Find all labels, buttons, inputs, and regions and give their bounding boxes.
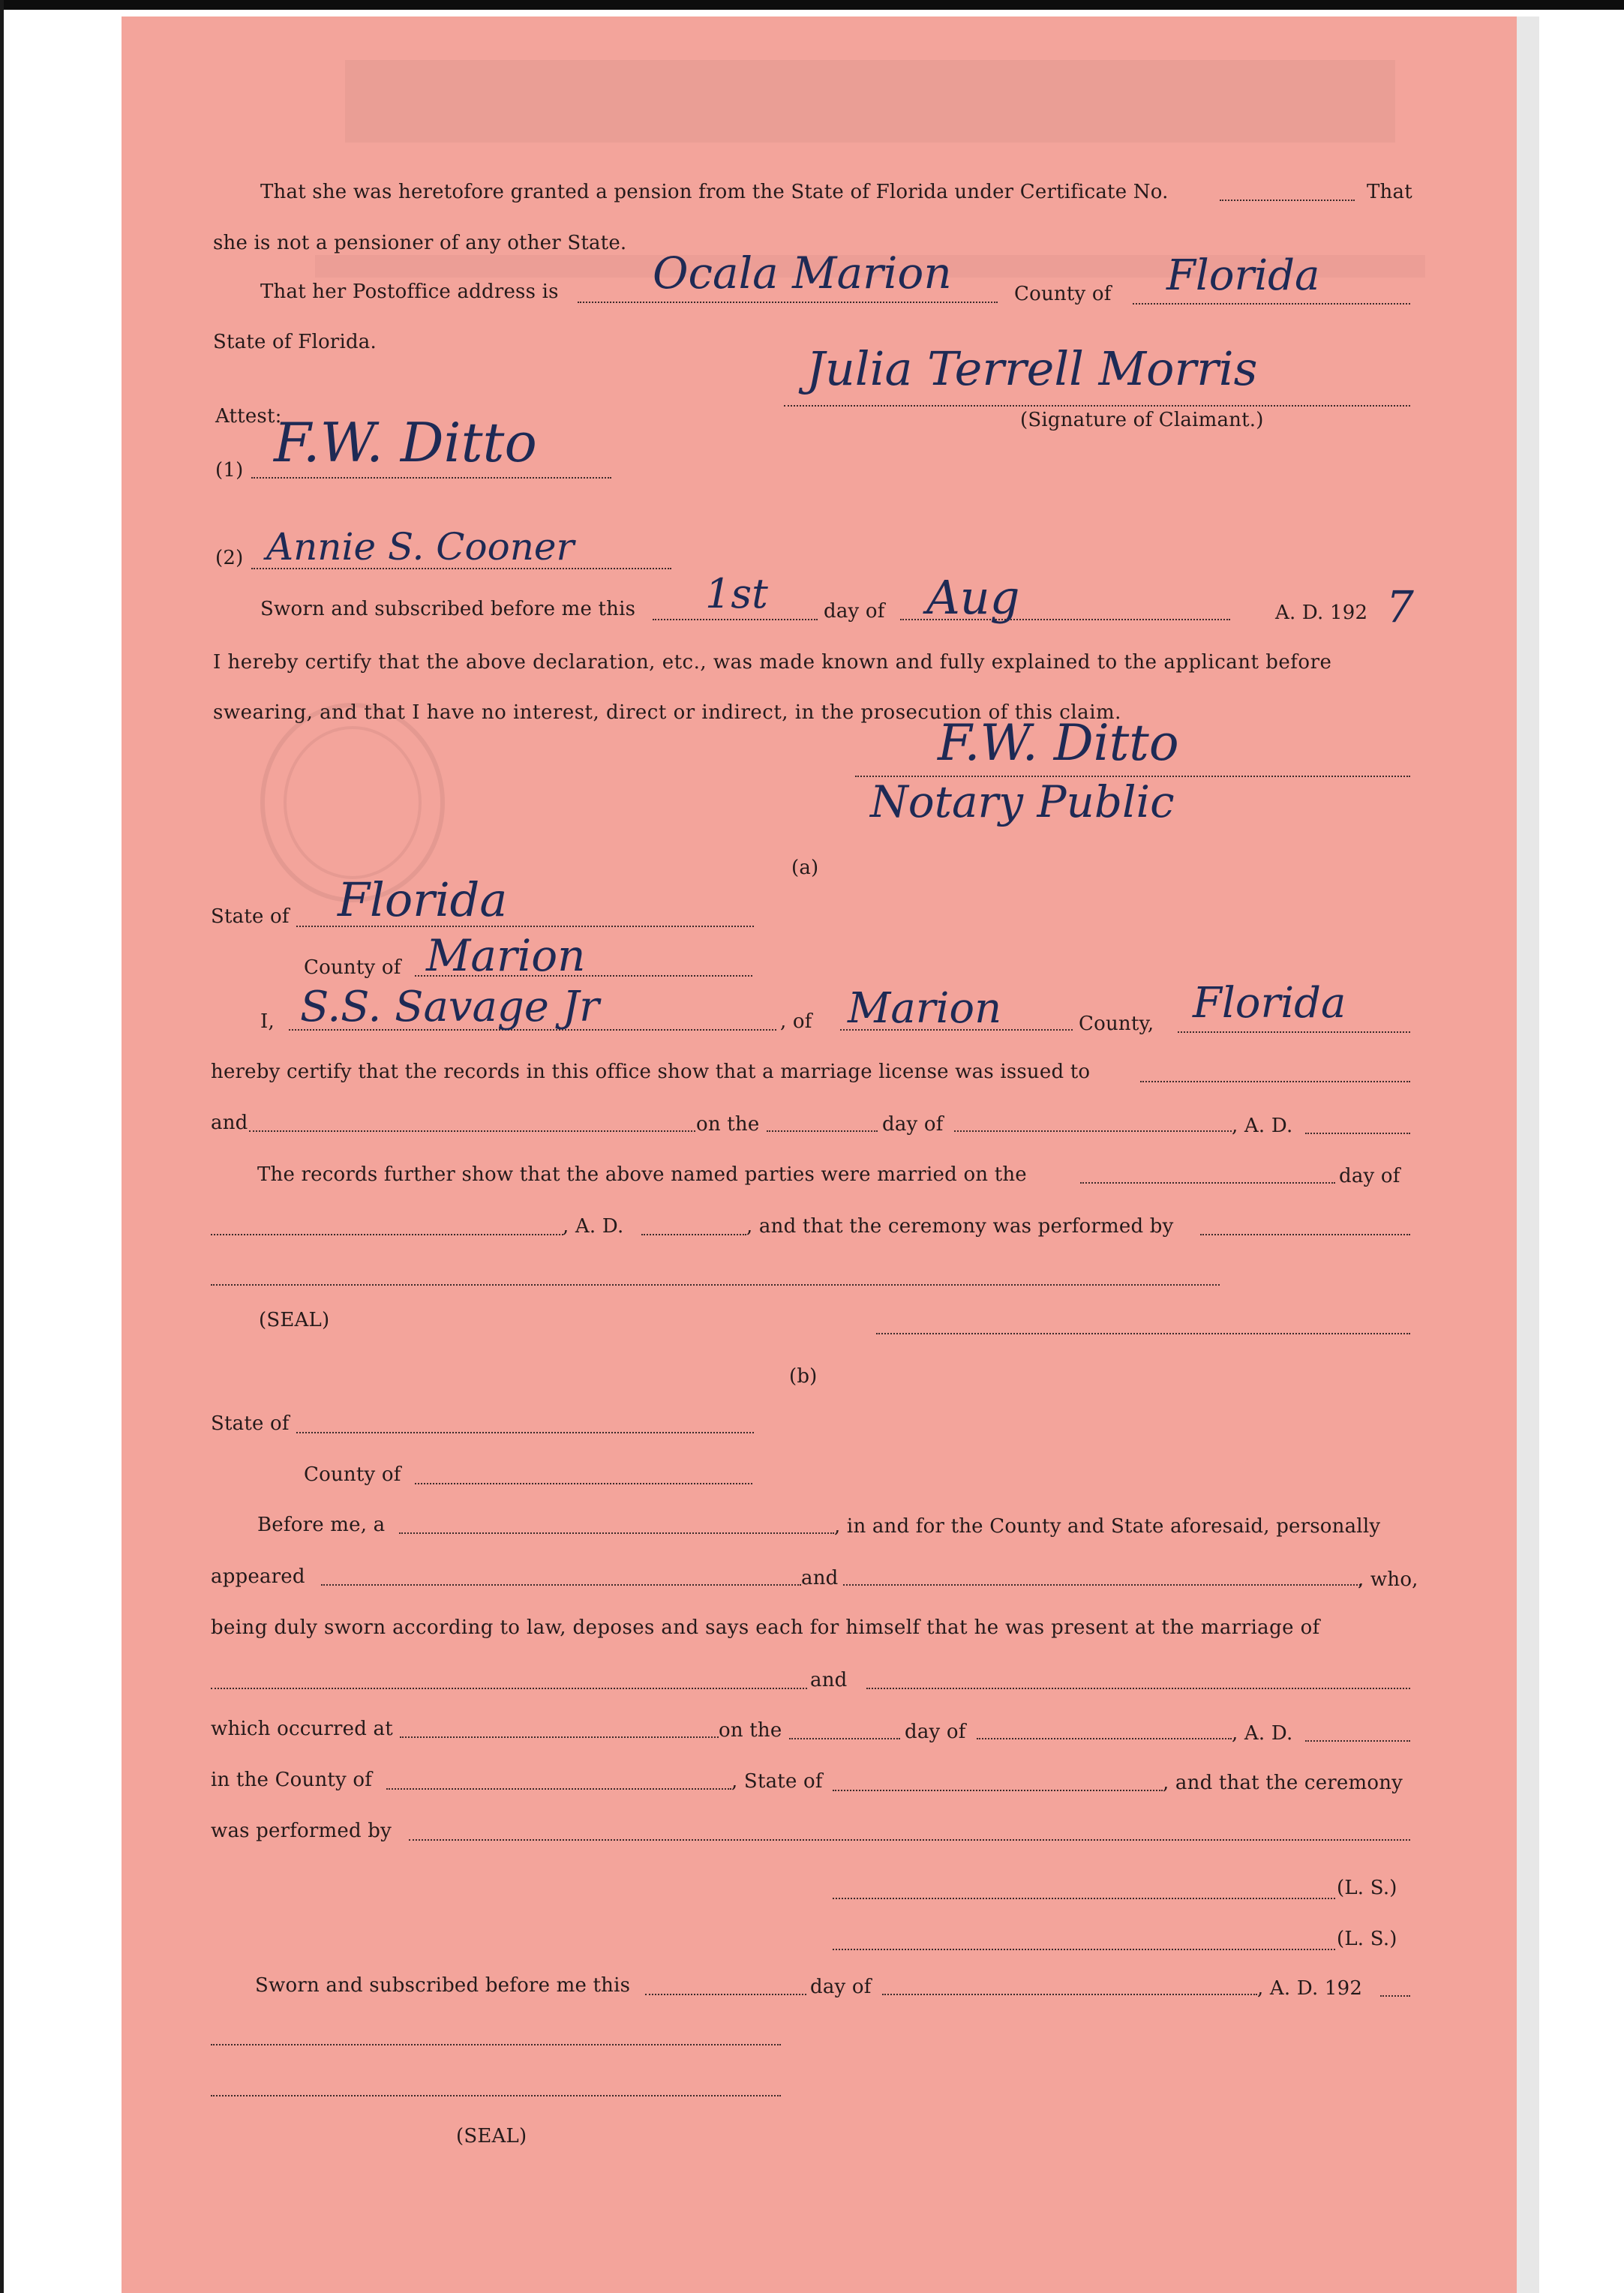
b-groom-blank (211, 1688, 807, 1689)
b-on-the-label: on the (719, 1719, 782, 1742)
a-year-blank (1305, 1133, 1410, 1134)
a-day-of-end: day of (1339, 1165, 1400, 1187)
b-occurred-label: which occurred at (211, 1718, 393, 1740)
a-county-label: County of (304, 956, 401, 979)
b-county2-blank (386, 1788, 731, 1790)
a-day-of-label: day of (882, 1113, 944, 1136)
certify-line-2: swearing, and that I have no interest, direct or indirect, in the prosecution of this claim. (213, 701, 1121, 724)
section-a-label: (a) (791, 857, 819, 879)
b-in-county-label: in the County of (211, 1769, 373, 1791)
scan-right-shade (1517, 17, 1539, 2293)
notary-title: Notary Public (870, 776, 1175, 827)
a-married-year-blank (641, 1234, 746, 1235)
sworn-year-digit: 7 (1386, 581, 1414, 632)
county-value: Florida (1166, 251, 1320, 300)
sworn-day-value: 1st (705, 570, 768, 617)
ls1-label: (L. S.) (1337, 1877, 1397, 1899)
b-duly-sworn-line: being duly sworn according to law, deposes and says each for himself that he was present at the marriage of (211, 1616, 1320, 1639)
a-performed-by-blank-2 (211, 1284, 1220, 1286)
sworn-ad-label: A. D. 192 (1275, 602, 1368, 624)
a-state-value: Florida (338, 872, 508, 927)
postoffice-label: That her Postoffice address is (260, 281, 559, 303)
postoffice-value: Ocala Marion (653, 248, 952, 299)
a-clerk-signature-line (876, 1333, 1410, 1334)
b-sworn-ad: , A. D. 192 (1257, 1977, 1363, 2000)
b-day-of-label: day of (905, 1721, 966, 1743)
a-married-day-blank (1080, 1182, 1335, 1184)
a-day-blank (767, 1130, 878, 1132)
b-ceremony-label: , and that the ceremony (1163, 1772, 1403, 1794)
sworn-month-value: Aug (926, 570, 1020, 625)
a-records-line: hereby certify that the records in this office show that a marriage license was issued to (211, 1061, 1091, 1083)
a-county-value: Marion (426, 930, 586, 981)
b-month-blank (977, 1738, 1232, 1739)
claimant-signature: Julia Terrell Morris (806, 341, 1258, 396)
b-state-of-label: , State of (731, 1770, 823, 1793)
b-before-me: Before me, a (257, 1514, 386, 1536)
b-ad-label: , A. D. (1232, 1722, 1293, 1745)
sworn-day-blank (653, 619, 818, 620)
a-performed-by-blank (1200, 1234, 1410, 1235)
witness-2-number: (2) (215, 547, 244, 569)
a-county-suffix: County, (1079, 1013, 1154, 1035)
a-of-label: , of (780, 1010, 812, 1033)
postoffice-blank (578, 302, 998, 303)
witness-1-line (251, 477, 611, 479)
county-of-label: County of (1014, 283, 1112, 305)
seal-a: (SEAL) (259, 1309, 330, 1331)
signature-caption: (Signature of Claimant.) (1020, 409, 1264, 431)
certify-line-1: I hereby certify that the above declaration, etc., was made known and fully explained to the applicant before (213, 651, 1332, 674)
b-state-label: State of (211, 1412, 290, 1435)
a-and-label: and (211, 1112, 248, 1134)
b-and-label: and (801, 1567, 839, 1589)
ls2-signature-line (833, 1949, 1335, 1950)
sworn-prefix: Sworn and subscribed before me this (260, 598, 636, 620)
b-performed-by-label: was performed by (211, 1820, 392, 1842)
b-day-blank (789, 1738, 900, 1739)
witness-1-number: (1) (215, 459, 244, 482)
a-ad-label: , A. D. (1232, 1115, 1293, 1137)
a-i-label: I, (260, 1010, 275, 1033)
scan-left-border (0, 0, 4, 2293)
b-officer-blank (399, 1532, 834, 1534)
scan-top-border (0, 0, 1624, 10)
b-place-blank (400, 1736, 719, 1738)
county-blank (1133, 303, 1410, 305)
a-name-value: S.S. Savage Jr (300, 983, 599, 1031)
a-further-line: The records further show that the above named parties were married on the (257, 1163, 1027, 1186)
b-notary-line-2 (211, 2095, 781, 2096)
witness-2-signature: Annie S. Cooner (266, 525, 575, 569)
a-month-blank (954, 1130, 1232, 1132)
a-ceremony-line: , and that the ceremony was performed by (746, 1215, 1174, 1238)
b-notary-line-1 (211, 2044, 781, 2045)
a-state-suffix-value: Florida (1193, 979, 1346, 1028)
b-witness2-blank (843, 1584, 1361, 1586)
seal-b: (SEAL) (456, 2125, 527, 2147)
b-witness1-blank (321, 1584, 801, 1586)
b-bride-blank (866, 1688, 1410, 1689)
not-pensioner-line: she is not a pensioner of any other State. (213, 232, 627, 254)
a-married-month-blank (211, 1234, 563, 1235)
a-ad2-label: , A. D. (563, 1215, 624, 1238)
b-state-blank (296, 1432, 754, 1433)
ls2-label: (L. S.) (1337, 1928, 1397, 1950)
a-party-blank (249, 1130, 695, 1132)
b-appeared-label: appeared (211, 1565, 305, 1588)
attest-label: Attest: (215, 405, 282, 428)
a-on-the-label: on the (696, 1113, 760, 1136)
a-state-label: State of (211, 905, 290, 928)
notary-signature: F.W. Ditto (938, 714, 1179, 772)
b-and2-label: and (810, 1669, 848, 1691)
a-state-suffix-blank (1178, 1031, 1410, 1033)
section-b-label: (b) (789, 1365, 818, 1388)
a-of-county-value: Marion (848, 984, 1002, 1033)
a-license-blank (1140, 1081, 1410, 1082)
certificate-number-blank (1220, 200, 1355, 201)
b-performed-by-blank (409, 1839, 1410, 1841)
b-sworn-year-blank (1380, 1995, 1410, 1997)
b-county-label: County of (304, 1463, 401, 1486)
certificate-line: That she was heretofore granted a pension from the State of Florida under Certificate No. (260, 181, 1169, 203)
witness-1-signature: F.W. Ditto (274, 411, 537, 474)
b-sworn-line: Sworn and subscribed before me this (255, 1974, 631, 1997)
claimant-signature-line (784, 405, 1410, 407)
that-label: That (1367, 181, 1412, 203)
b-sworn-day-of: day of (810, 1976, 872, 1998)
b-sworn-day-blank (645, 1994, 806, 1995)
b-who-label: , who, (1358, 1568, 1418, 1591)
ls1-signature-line (833, 1898, 1335, 1899)
b-year-blank (1305, 1740, 1410, 1742)
b-sworn-month-blank (882, 1994, 1257, 1995)
state-florida-line: State of Florida. (213, 331, 377, 353)
sworn-day-of-label: day of (824, 600, 885, 623)
b-in-and-for: , in and for the County and State aforesaid, personally (834, 1515, 1381, 1538)
b-state2-blank (833, 1790, 1163, 1791)
b-county-blank (415, 1483, 752, 1484)
